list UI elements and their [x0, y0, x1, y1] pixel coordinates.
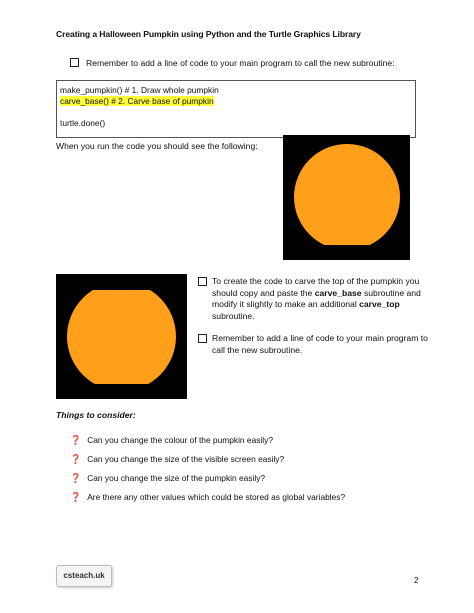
question-mark-icon: ❓ — [70, 435, 82, 445]
csteach-logo: csteach.uk — [56, 565, 112, 587]
checkbox[interactable] — [70, 58, 79, 67]
pumpkin-shape — [67, 282, 176, 391]
pumpkin-shape — [294, 144, 400, 250]
reminder-text: Remember to add a line of code to your main program to call the new subroutine: — [86, 58, 395, 68]
carve-base-name: carve_base — [314, 287, 362, 298]
checkbox[interactable] — [198, 334, 207, 343]
question-item: ❓ Can you change the size of the pumpkin easily? — [70, 473, 266, 483]
task-item-2: Remember to add a line of code to your main program to call the new subroutine. — [198, 333, 428, 356]
question-mark-icon: ❓ — [70, 492, 82, 502]
code-line-1: make_pumpkin() # 1. Draw whole pumpkin — [60, 85, 219, 95]
reminder-item-1 — [70, 58, 395, 70]
task-item-1: To create the code to carve the top of the pumpkin you should copy and paste the carve_base subroutine and modify it slightly to make an additional carve_top subroutine. — [198, 276, 428, 322]
carved-base — [56, 384, 187, 399]
page-title: Creating a Halloween Pumpkin using Python and the Turtle Graphics Library — [56, 29, 361, 39]
consider-heading: Things to consider: — [56, 410, 136, 420]
carved-top — [56, 274, 187, 290]
output-window-2 — [56, 274, 187, 399]
output-window-1 — [283, 135, 410, 260]
question-item: ❓ Can you change the size of the visible screen easily? — [70, 454, 285, 464]
question-mark-icon: ❓ — [70, 473, 82, 483]
question-item: ❓ Can you change the colour of the pumpkin easily? — [70, 435, 273, 445]
question-mark-icon: ❓ — [70, 454, 82, 464]
carve-top-name: carve_top — [359, 299, 400, 310]
code-box — [56, 80, 416, 138]
question-item: ❓ Are there any other values which could be stored as global variables? — [70, 492, 346, 502]
carved-base — [283, 245, 410, 260]
run-instruction: When you run the code you should see the following: — [56, 141, 258, 151]
checkbox[interactable] — [198, 277, 207, 286]
code-line-3: turtle.done() — [60, 118, 106, 128]
page-number: 2 — [414, 576, 419, 585]
code-line-2-highlighted: carve_base() # 2. Carve base of pumpkin — [60, 96, 214, 106]
